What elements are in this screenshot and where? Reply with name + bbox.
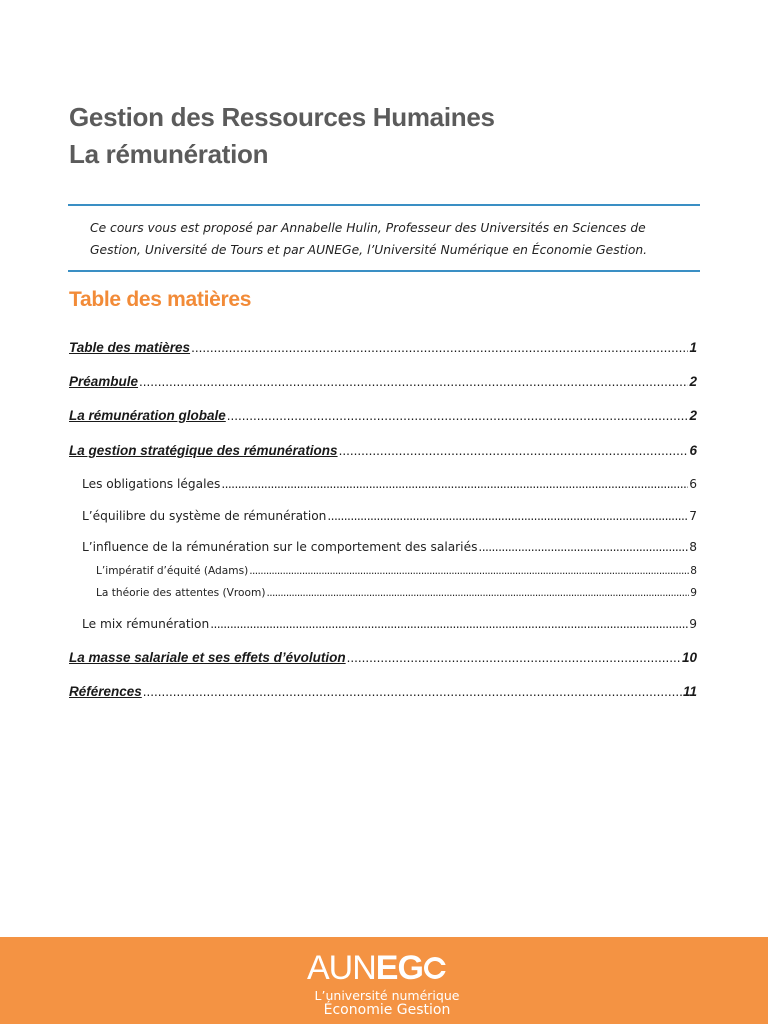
- toc-entry-page: 8: [690, 565, 697, 577]
- toc-dot-leader: [227, 408, 689, 423]
- toc-entry-page: 8: [689, 540, 697, 554]
- toc-entry-page: 6: [689, 443, 697, 458]
- toc-heading: Table des matières: [69, 288, 252, 311]
- toc-entry-label: La masse salariale et ses effets d’évolution: [69, 650, 346, 665]
- toc-entry-label: La théorie des attentes (Vroom): [96, 587, 266, 599]
- logo-e-circle-icon: [424, 957, 446, 979]
- toc-entry-label: Références: [69, 684, 142, 699]
- toc-entry-page: 7: [689, 509, 697, 523]
- toc-entry-remuneration-globale[interactable]: [69, 408, 697, 423]
- logo-text-light: AUN: [307, 949, 376, 987]
- toc-entry-mix-remuneration[interactable]: [82, 617, 697, 631]
- logo-tagline: [307, 988, 467, 1018]
- toc-entry-equilibre-systeme[interactable]: [82, 509, 697, 523]
- toc-entry-label: L’impératif d’équité (Adams): [96, 565, 249, 577]
- toc-entry-masse-salariale[interactable]: [69, 650, 697, 665]
- toc-entry-label: La rémunération globale: [69, 408, 226, 423]
- toc-dot-leader: [347, 650, 681, 665]
- toc-entry-obligations-legales[interactable]: [82, 477, 697, 491]
- toc-dot-leader: [266, 587, 689, 599]
- toc-entry-influence-remuneration[interactable]: [82, 540, 697, 554]
- toc-entry-references[interactable]: [69, 684, 697, 699]
- toc-entry-label: Préambule: [69, 374, 139, 389]
- toc-dot-leader: [191, 340, 688, 355]
- toc-entry-page: 6: [689, 477, 697, 491]
- toc-entry-gestion-strategique[interactable]: [69, 443, 697, 458]
- logo-text-bold: EG: [375, 949, 423, 987]
- toc-entry-label: L’équilibre du système de rémunération: [82, 509, 327, 523]
- toc-dot-leader: [249, 565, 689, 577]
- toc-dot-leader: [210, 617, 688, 631]
- toc-entry-imperatif-equite[interactable]: [96, 565, 697, 577]
- toc-entry-page: 2: [689, 408, 697, 423]
- toc-dot-leader: [339, 443, 689, 458]
- toc-dot-leader: [143, 684, 682, 699]
- toc-dot-leader: [139, 374, 688, 389]
- toc-entry-label: Le mix rémunération: [82, 617, 210, 631]
- toc-entry-page: 11: [682, 684, 697, 699]
- aunege-logo: [0, 937, 768, 1024]
- footer-band: [0, 937, 768, 1024]
- toc-entry-label: Les obligations légales: [82, 477, 221, 491]
- toc-entry-preambule[interactable]: [69, 374, 697, 389]
- toc-entry-table-des-matieres[interactable]: [69, 340, 697, 355]
- document-title-line1: Gestion des Ressources Humaines: [69, 102, 495, 132]
- intro-text: Ce cours vous est proposé par Annabelle Hulin, Professeur des Universités en Sciences de Gestion, Université de Tours et par AUNEGe, l’Université Numérique en Économie Gestion.: [90, 221, 648, 257]
- toc-entry-label: Table des matières: [69, 340, 191, 355]
- toc-entry-page: 2: [689, 374, 697, 389]
- toc-entry-page: 9: [690, 587, 697, 599]
- toc-entry-label: L’influence de la rémunération sur le comportement des salariés: [82, 540, 478, 554]
- logo-tagline-line1: L’université numérique: [314, 988, 460, 1003]
- aunege-logo-mark: [307, 946, 467, 990]
- logo-tagline-line2: Économie Gestion: [323, 1002, 451, 1018]
- toc-entry-theorie-attentes[interactable]: [96, 587, 697, 599]
- toc-entry-page: 9: [689, 617, 697, 631]
- toc-entry-page: 10: [681, 650, 697, 665]
- toc-entry-label: La gestion stratégique des rémunérations: [69, 443, 338, 458]
- toc-dot-leader: [478, 540, 688, 554]
- toc-dot-leader: [221, 477, 688, 491]
- toc-dot-leader: [327, 509, 688, 523]
- toc-entry-page: 1: [689, 340, 697, 355]
- document-title-line2: La rémunération: [69, 139, 269, 169]
